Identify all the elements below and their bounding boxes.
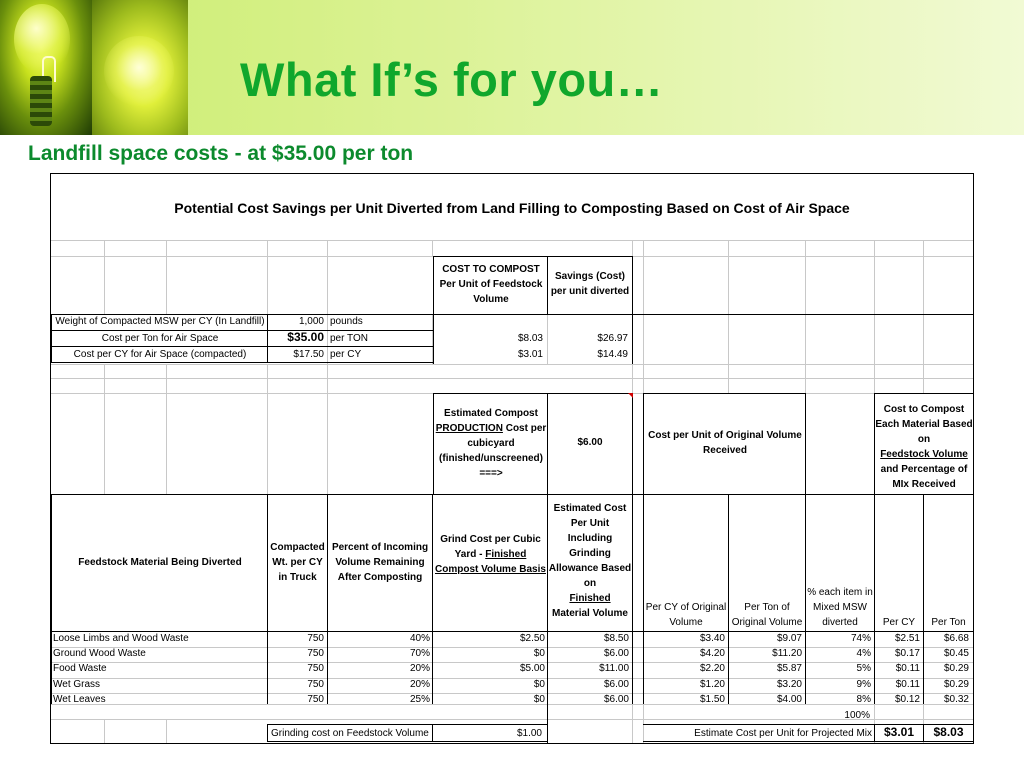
estimate-per-cy: $3.01 (883, 725, 915, 739)
top-row-3-label: Cost per CY for Air Space (compacted) (73, 349, 247, 360)
cell-ton-orig: $4.00 (776, 694, 802, 705)
slide-title: What If’s for you… (240, 53, 664, 106)
header-cost-each-material (875, 402, 973, 492)
header-est-production (435, 406, 547, 481)
lightbulb-image-2 (92, 0, 188, 135)
cell-grind: $2.50 (519, 633, 545, 644)
cell-wt: 750 (307, 663, 324, 674)
cell-grind: $0 (533, 679, 545, 690)
est-text-1: Estimated Cost Per Unit Including Grinding Allowance Based on (548, 503, 632, 589)
cost-each-text-3: and Percentage of MIx Received (880, 464, 968, 490)
cell-grind: $5.00 (519, 663, 545, 674)
top-row-3-unit: per CY (330, 349, 362, 360)
top-row-3-savings: $14.49 (597, 349, 628, 360)
est-text-3: Material Volume (552, 608, 628, 619)
bulb-glass-2 (104, 36, 174, 106)
est-production-text-2: PRODUCTION (435, 423, 503, 434)
estimate-per-ton: $8.03 (933, 725, 964, 739)
cell-mix: 5% (856, 663, 871, 674)
cell-pct: 20% (409, 663, 430, 674)
est-text-2: Finished (569, 593, 611, 604)
cell-grind: $0 (533, 694, 545, 705)
top-row-2-label: Cost per Ton for Air Space (101, 333, 219, 344)
cell-est: $8.50 (603, 633, 629, 644)
cost-each-text-1: Cost to Compost Each Material Based on (875, 404, 973, 445)
cell-per-ton: $6.68 (943, 633, 969, 644)
cell-wt: 750 (307, 633, 324, 644)
slide-subtitle: Landfill space costs - at $35.00 per ton (28, 142, 414, 165)
header-pct-mixed: % each item in Mixed MSW diverted (807, 587, 873, 628)
header-compacted: Compacted Wt. per CY in Truck (270, 542, 325, 583)
cell-pct: 40% (409, 633, 430, 644)
cell-cy-orig: $4.20 (699, 648, 725, 659)
cell-name: Wet Leaves (53, 694, 106, 705)
top-row-1-unit: pounds (330, 316, 363, 327)
grinding-label: Grinding cost on Feedstock Volume (271, 728, 429, 739)
header-grind-cost (434, 532, 547, 577)
cell-ton-orig: $11.20 (772, 648, 802, 659)
top-row-2-cost: $8.03 (517, 333, 543, 344)
cell-per-cy: $2.51 (894, 633, 920, 644)
header-per-cy: Per CY (882, 617, 916, 628)
cell-name: Ground Wood Waste (53, 648, 146, 659)
est-production-text-3: Cost per cubicyard (finished/unscreened) ===> (439, 423, 547, 479)
cell-pct: 20% (409, 679, 430, 690)
cell-pct: 70% (409, 648, 430, 659)
cell-name: Wet Grass (53, 679, 101, 690)
estimate-label: Estimate Cost per Unit for Projected Mix (694, 728, 872, 739)
mix-total: 100% (844, 710, 870, 721)
spreadsheet-table (50, 173, 974, 744)
cell-name: Loose Limbs and Wood Waste (53, 633, 189, 644)
cell-mix: 4% (856, 648, 871, 659)
cell-wt: 750 (307, 679, 324, 690)
top-row-2-savings: $26.97 (597, 333, 628, 344)
cell-mix: 74% (850, 633, 871, 644)
cell-wt: 750 (307, 694, 324, 705)
cell-per-ton: $0.29 (943, 679, 969, 690)
cell-cy-orig: $1.20 (699, 679, 725, 690)
header-percent-incoming: Percent of Incoming Volume Remaining After Composting (331, 542, 429, 583)
cell-ton-orig: $3.20 (776, 679, 802, 690)
cell-per-cy: $0.11 (895, 679, 920, 690)
cell-wt: 750 (307, 648, 324, 659)
cell-grind: $0 (533, 648, 545, 659)
header-est-cost (548, 501, 632, 621)
comment-indicator (628, 393, 633, 398)
grind-text-1: Grind Cost per Cubic Yard - (440, 534, 541, 560)
cell-cy-orig: $3.40 (699, 633, 725, 644)
cell-per-ton: $0.32 (943, 694, 969, 705)
top-row-1-label: Weight of Compacted MSW per CY (In Landfill) (55, 316, 265, 327)
cell-per-cy: $0.17 (894, 648, 920, 659)
cell-est: $6.00 (603, 694, 629, 705)
header-savings: Savings (Cost) per unit diverted (550, 271, 630, 297)
cell-mix: 9% (856, 679, 871, 690)
cell-est: $11.00 (599, 663, 629, 674)
grinding-value: $1.00 (516, 728, 542, 739)
cell-pct: 25% (409, 694, 430, 705)
cell-per-cy: $0.12 (894, 694, 920, 705)
header-per-cy-orig: Per CY of Original Volume (645, 602, 727, 628)
cell-per-ton: $0.45 (943, 648, 969, 659)
cost-each-text-2: Feedstock Volume (880, 449, 968, 460)
header-cost-to-compost: COST TO COMPOST Per Unit of Feedstock Volume (439, 264, 543, 305)
lightbulb-image (0, 0, 92, 135)
header-cost-orig-volume: Cost per Unit of Original Volume Received (648, 430, 802, 456)
top-row-1-value: 1,000 (298, 316, 324, 327)
top-row-2-value: $35.00 (287, 330, 324, 344)
cell-ton-orig: $9.07 (776, 633, 802, 644)
est-production-value: $6.00 (577, 437, 603, 448)
est-production-text-1: Estimated Compost (444, 408, 538, 419)
top-row-2-unit: per TON (330, 333, 368, 344)
header-feedstock: Feedstock Material Being Diverted (78, 557, 242, 568)
header-per-ton: Per Ton (931, 617, 966, 628)
top-row-3-value: $17.50 (293, 349, 324, 360)
sheet-title: Potential Cost Savings per Unit Diverted from Land Filling to Composting Based on Cost of Air Space (174, 200, 850, 216)
cell-ton-orig: $5.87 (776, 663, 802, 674)
cell-est: $6.00 (603, 648, 629, 659)
cell-mix: 8% (856, 694, 871, 705)
top-row-3-cost: $3.01 (517, 349, 543, 360)
cell-per-cy: $0.11 (895, 663, 920, 674)
cell-cy-orig: $2.20 (699, 663, 725, 674)
header-per-ton-orig: Per Ton of Original Volume (731, 602, 803, 628)
cell-est: $6.00 (603, 679, 629, 690)
cell-per-ton: $0.29 (943, 663, 969, 674)
bulb-base (30, 76, 52, 126)
grind-text-2: Finished Compost Volume Basis (435, 549, 546, 575)
cell-name: Food Waste (53, 663, 107, 674)
cell-cy-orig: $1.50 (699, 694, 725, 705)
